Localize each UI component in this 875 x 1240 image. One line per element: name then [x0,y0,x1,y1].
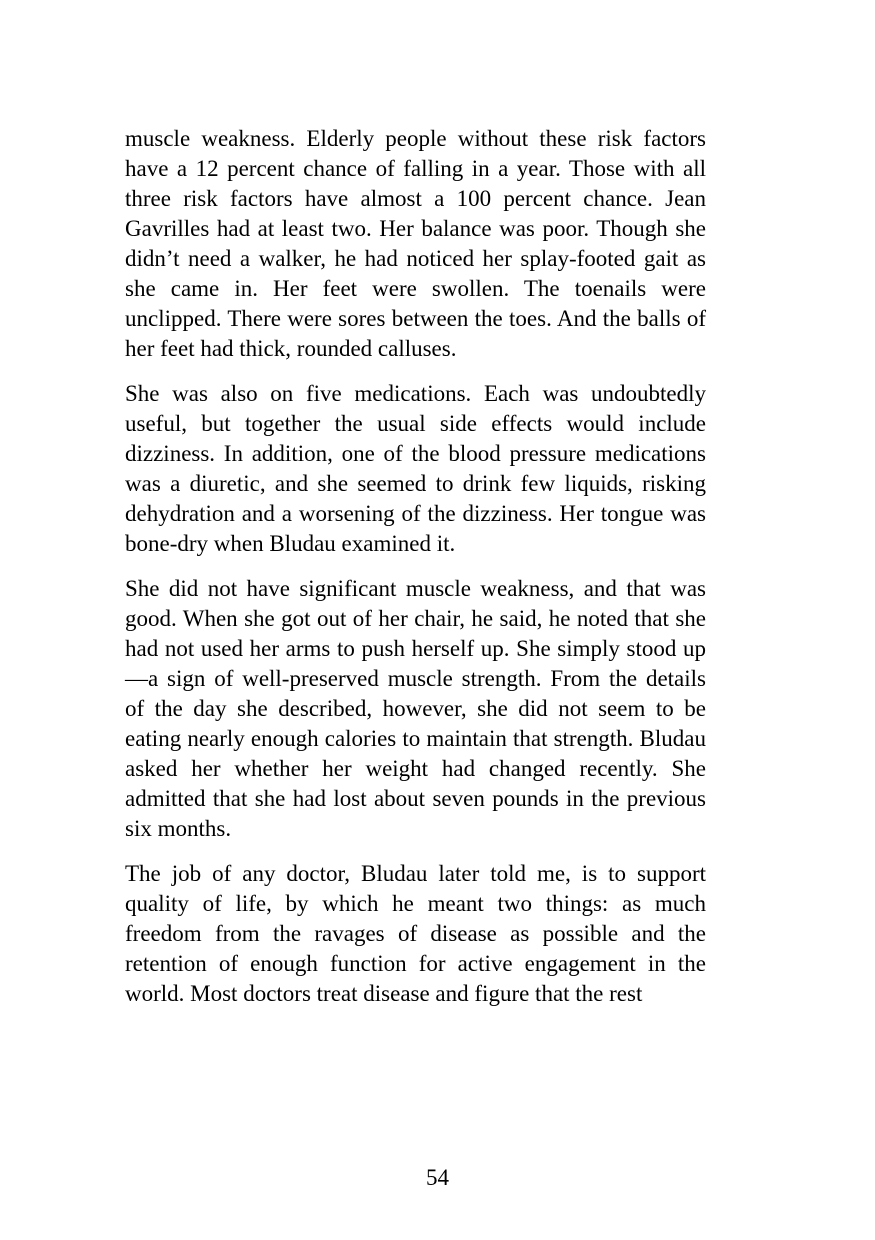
paragraph-2: She was also on five medications. Each was undoubtedly useful, but together the usual side effects would include dizziness. In addition, one of the blood pressure medications was a diuretic, and she seemed to drink few liquids, risking dehydration and a worsening of the dizziness. Her tongue was bone-dry when Bludau examined it. [125,381,706,556]
paragraph-1: muscle weakness. Elderly people without these risk factors have a 12 percent chance of falling in a year. Those with all three risk factors have almost a 100 percent chance. Jean Gavrilles had at least two. Her balance was poor. Though she didn’t need a walker, he had noticed her splay-footed gait as she came in. Her feet were swollen. The toenails were unclipped. There were sores between the toes. And the balls of her feet had thick, rounded calluses. [125,126,706,361]
paragraph-3: She did not have significant muscle weakness, and that was good. When she got out of her chair, he said, he noted that she had not used her arms to push herself up. She simply stood up—a sign of well-preserved muscle strength. From the details of the day she described, however, she did not seem to be eating nearly enough calories to maintain that strength. Bludau asked her whether her weight had changed recently. She admitted that she had lost about seven pounds in the previous six months. [125,576,706,841]
page-number: 54 [426,1165,449,1190]
paragraph-4: The job of any doctor, Bludau later told me, is to support quality of life, by which he meant two things: as much freedom from the ravages of disease as possible and the retention of enough function for active engagement in the world. Most doctors treat disease and figure that the rest [125,861,706,1006]
body-text [125,124,706,1024]
